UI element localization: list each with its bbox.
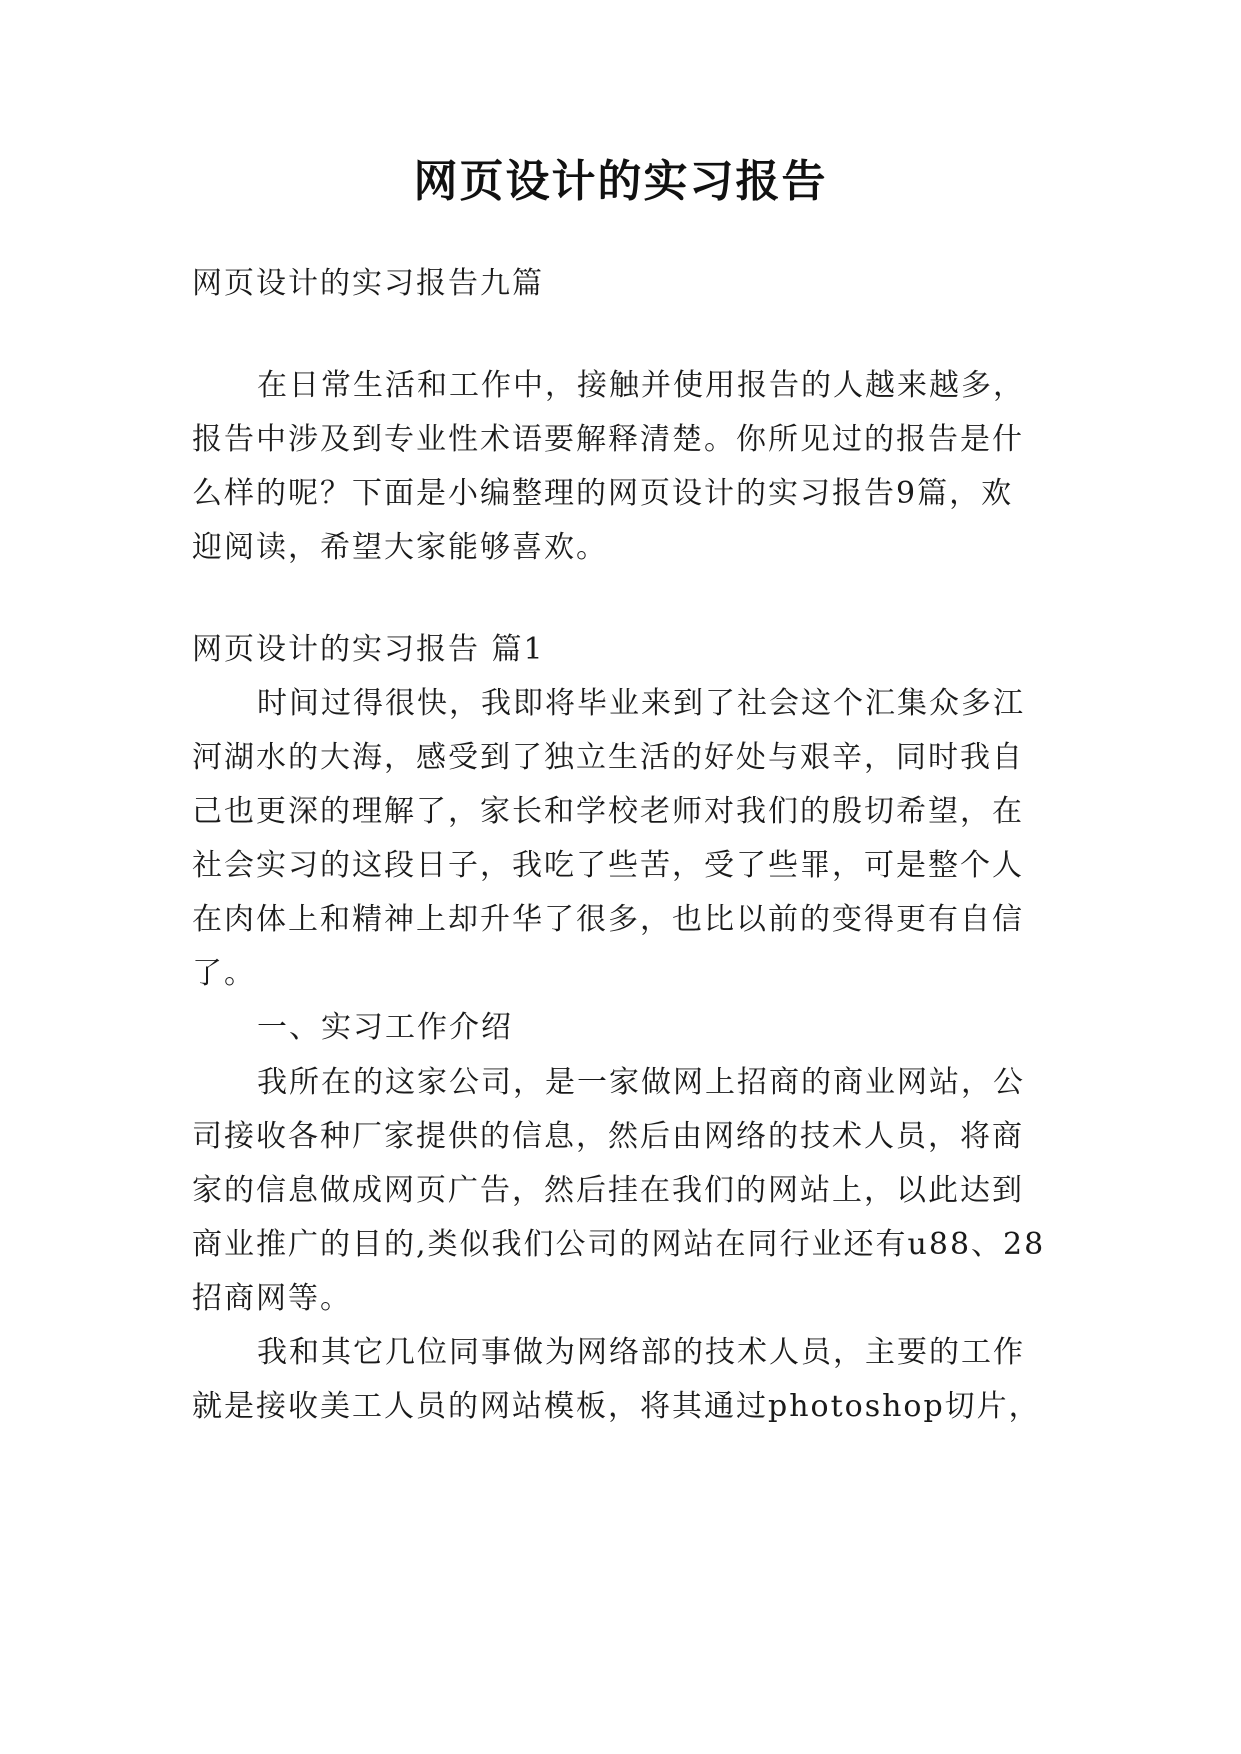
paragraph-line: 时间过得很快，我即将毕业来到了社会这个汇集众多江 [257, 686, 1025, 721]
paragraph-line: 家的信息做成网页广告，然后挂在我们的网站上，以此达到 [192, 1173, 1024, 1208]
paragraph-line: 河湖水的大海，感受到了独立生活的好处与艰辛，同时我自 [192, 740, 1024, 775]
paragraph-line: 司接收各种厂家提供的信息，然后由网络的技术人员，将商 [192, 1119, 1024, 1154]
document-title: 网页设计的实习报告 [413, 156, 828, 207]
paragraph-line: 我和其它几位同事做为网络部的技术人员，主要的工作 [257, 1335, 1025, 1370]
intro-line: 么样的呢？下面是小编整理的网页设计的实习报告9篇，欢 [192, 476, 1014, 511]
paragraph-line: 己也更深的理解了，家长和学校老师对我们的殷切希望，在 [192, 794, 1024, 829]
intro-line: 迎阅读，希望大家能够喜欢。 [192, 530, 608, 565]
intro-line: 报告中涉及到专业性术语要解释清楚。你所见过的报告是什 [192, 422, 1024, 457]
paragraph-line: 了。 [192, 956, 256, 991]
paragraph-line: 招商网等。 [192, 1281, 352, 1316]
section-heading: 网页设计的实习报告 篇1 [192, 632, 545, 667]
document-subtitle: 网页设计的实习报告九篇 [192, 266, 544, 301]
paragraph-line: 我所在的这家公司，是一家做网上招商的商业网站，公 [257, 1065, 1025, 1100]
paragraph-line: 在肉体上和精神上却升华了很多，也比以前的变得更有自信 [192, 902, 1024, 937]
paragraph-line: 社会实习的这段日子，我吃了些苦，受了些罪，可是整个人 [192, 848, 1024, 883]
subheading: 一、实习工作介绍 [257, 1010, 513, 1045]
paragraph-line: 商业推广的目的,类似我们公司的网站在同行业还有u88、28 [192, 1227, 1046, 1262]
paragraph-line: 就是接收美工人员的网站模板，将其通过photoshop切片， [192, 1389, 1041, 1424]
intro-line: 在日常生活和工作中，接触并使用报告的人越来越多， [257, 368, 1025, 403]
